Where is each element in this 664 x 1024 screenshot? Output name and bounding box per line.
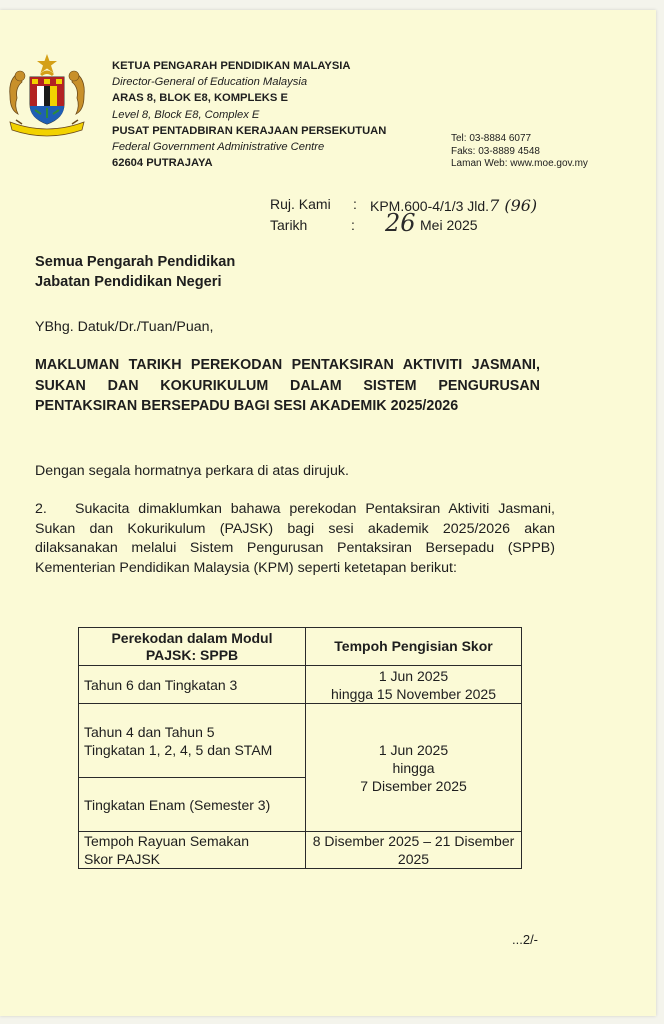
row2-module-line1: Tahun 4 dan Tahun 5: [84, 723, 215, 740]
paragraph-text: Sukacita dimaklumkan bahawa perekodan Pentaksiran Aktiviti Jasmani, Sukan dan Kokurikulum (PAJSK) bagi sesi akademik 2025/2026 akan dilaksanakan melalui Sistem Pengurusan Pentaksiran Bersepadu (SPPB) Kementerian Pendidikan Malaysia (KPM) seperti ketetapan berikut:: [35, 501, 555, 576]
ref-number: KPM.600-4/1/3 Jld.: [370, 198, 490, 214]
row4-module-line2: Skor PAJSK: [84, 851, 160, 867]
intro-sentence: Dengan segala hormatnya perkara di atas dirujuk.: [35, 463, 349, 479]
header-module-line1: Perekodan dalam Modul: [111, 629, 273, 646]
letterhead-address: [112, 58, 386, 171]
row4-period-line2: 2025: [397, 851, 430, 867]
letterhead-level-en: Level 8, Block E8, Complex E: [112, 108, 260, 121]
table-row: [79, 704, 522, 778]
row3-module: Tingkatan Enam (Semester 3): [79, 778, 306, 832]
ref-handwritten: 7 (96): [489, 196, 538, 215]
contact-fax: Faks: 03-8889 4548: [451, 145, 540, 157]
row4-period: [306, 832, 522, 869]
row23-period-line1: 1 Jun 2025: [378, 741, 449, 758]
date-day-handwritten: 26: [385, 209, 416, 237]
row2-module: [79, 704, 306, 778]
ref-label: Ruj. Kami: [270, 196, 331, 212]
malaysia-coat-of-arms-icon: [2, 52, 92, 140]
row23-period-line3: 7 Disember 2025: [360, 777, 467, 794]
table-header-period: Tempoh Pengisian Skor: [306, 628, 522, 666]
contact-tel: Tel: 03-8884 6077: [451, 133, 532, 144]
table-row: [79, 832, 522, 869]
contact-web: Laman Web: www.moe.gov.my: [451, 158, 588, 170]
row1-period: [306, 666, 522, 704]
table-header-module: [79, 628, 306, 666]
letterhead-level: ARAS 8, BLOK E8, KOMPLEKS E: [112, 92, 288, 105]
recipient-block: [35, 252, 235, 292]
table-row: [79, 666, 522, 704]
header-module-line2: PAJSK: SPPB: [145, 646, 239, 663]
letter-page: [0, 10, 656, 1016]
letterhead-contact: [451, 133, 588, 171]
date-label: Tarikh: [270, 217, 308, 233]
date-colon: :: [351, 217, 355, 233]
subject-heading: MAKLUMAN TARIKH PEREKODAN PENTAKSIRAN AKTIVITI JASMANI, SUKAN DAN KOKURIKULUM DALAM SISTEM PENGURUSAN PENTAKSIRAN BERSEPADU BAGI SESI AKADEMIK 2025/2026: [35, 357, 540, 414]
date-month-year: Mei 2025: [420, 217, 478, 233]
paragraph-number: 2.: [35, 501, 47, 517]
recipient-line2: Jabatan Pendidikan Negeri: [35, 274, 222, 290]
row4-module: [79, 832, 306, 869]
recipient-line1: Semua Pengarah Pendidikan: [35, 254, 236, 270]
row1-period-line2: hingga 15 November 2025: [330, 685, 496, 702]
salutation: YBhg. Datuk/Dr./Tuan/Puan,: [35, 319, 214, 335]
row2-module-line2: Tingkatan 1, 2, 4, 5 dan STAM: [84, 741, 273, 758]
letterhead-postcode: 62604 PUTRAJAYA: [112, 157, 213, 170]
letterhead-title: KETUA PENGARAH PENDIDIKAN MALAYSIA: [112, 60, 351, 72]
ref-colon: :: [353, 196, 357, 212]
row1-module: Tahun 6 dan Tingkatan 3: [79, 666, 306, 704]
letterhead-centre-en: Federal Government Administrative Centre: [112, 141, 325, 154]
paragraph-2: [35, 500, 555, 578]
row23-period: [306, 704, 522, 832]
letterhead-title-en: Director-General of Education Malaysia: [112, 76, 308, 89]
row4-period-line1: 8 Disember 2025 – 21 Disember: [312, 833, 515, 849]
table-header-row: [79, 628, 522, 666]
row4-module-line1: Tempoh Rayuan Semakan: [84, 833, 249, 849]
schedule-table: [78, 627, 522, 869]
letterhead-centre: PUSAT PENTADBIRAN KERAJAAN PERSEKUTUAN: [112, 124, 387, 137]
row23-period-line2: hingga: [392, 759, 435, 776]
row1-period-line1: 1 Jun 2025: [378, 667, 449, 684]
page-continuation: ...2/-: [512, 932, 539, 947]
